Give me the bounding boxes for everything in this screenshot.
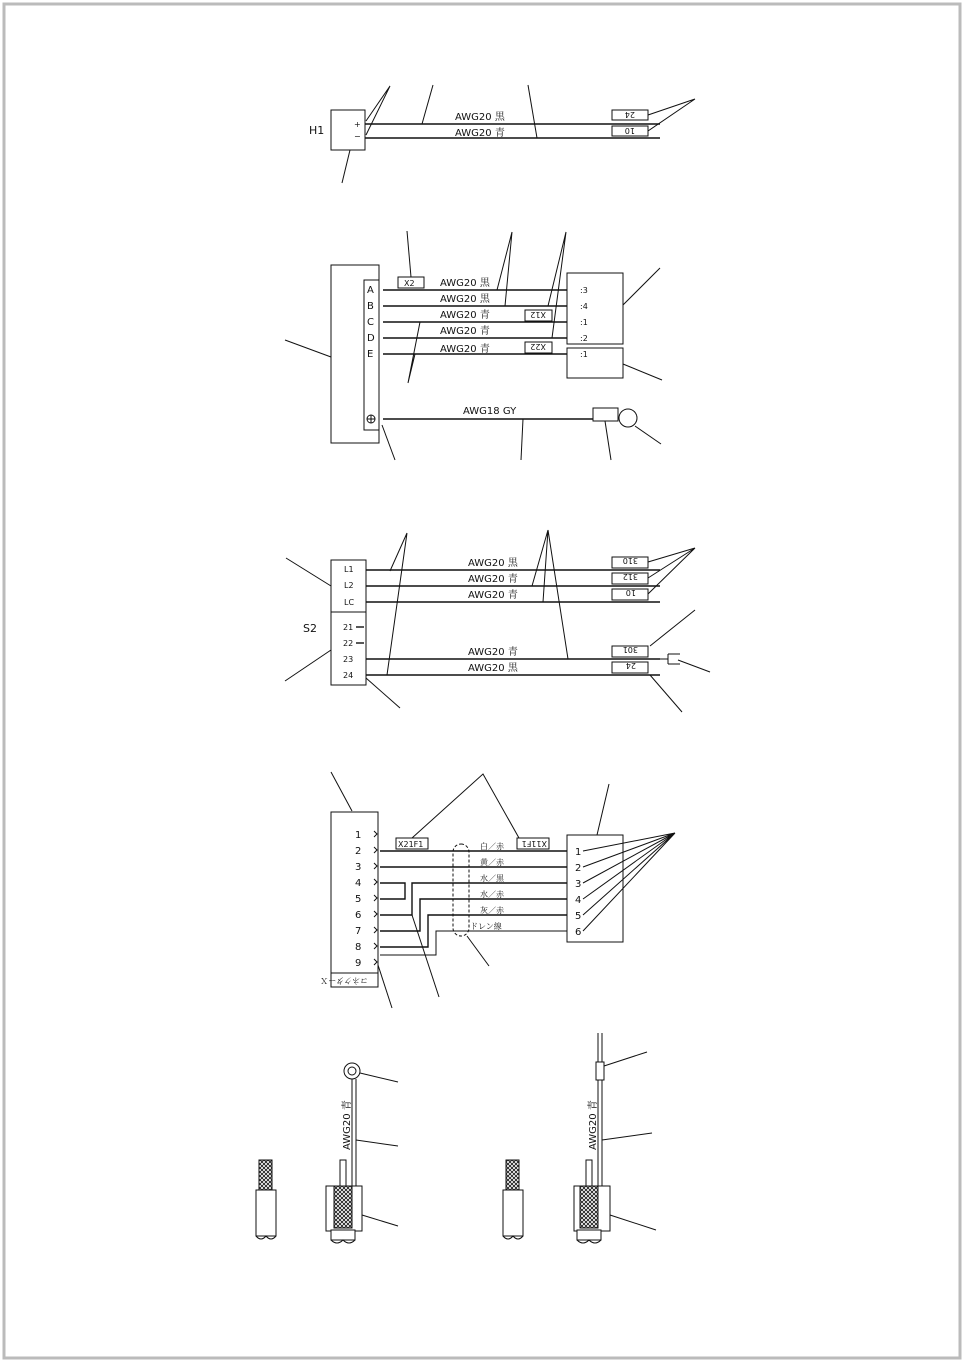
s2-term-22: 22	[343, 639, 354, 648]
tb-connector-x12: X12	[530, 310, 546, 319]
tb-wire-e: AWG20 青	[440, 344, 490, 355]
s2-wire-lc: AWG20 青	[468, 590, 518, 601]
s2-term-21: 21	[343, 623, 354, 632]
conn-wire-4: 水／赤	[480, 890, 504, 899]
tb-term-a: A	[367, 285, 374, 296]
tb-pin-upper-3: :1	[580, 318, 588, 327]
conn-pin-4: 4	[355, 878, 362, 889]
tb-connector-x2: X2	[404, 279, 415, 288]
conn-right-pin-4: 4	[575, 895, 582, 906]
conn-wire-6: ドレン線	[470, 922, 502, 931]
conn-pin-1: 1	[355, 830, 362, 841]
conn-wire-3: 水／黒	[480, 874, 504, 883]
conn-right-pin-5: 5	[575, 911, 582, 922]
tb-ground-wire: AWG18 GY	[463, 406, 517, 417]
h1-wire-1: AWG20 黒	[455, 112, 505, 123]
s2-term-l2: L2	[344, 581, 354, 590]
tb-wire-b: AWG20 黒	[440, 294, 490, 305]
h1-label: H1	[309, 124, 325, 137]
tb-wire-c: AWG20 青	[440, 310, 490, 321]
page-border	[4, 4, 960, 1358]
diagram-s2	[285, 530, 710, 712]
s2-term-lc: LC	[344, 598, 355, 607]
conn-wire-2: 黄／赤	[480, 858, 504, 867]
conn-pin-8: 8	[355, 942, 362, 953]
conn-right-pin-1: 1	[575, 847, 582, 858]
tb-term-d: D	[367, 333, 375, 344]
h1-tag-2: 10	[624, 126, 635, 135]
diagram-shield-ring	[256, 1063, 398, 1243]
tb-term-c: C	[367, 317, 374, 328]
conn-pin-9: 9	[355, 958, 362, 969]
s2-term-l1: L1	[344, 565, 354, 574]
tb-pin-upper-2: :4	[580, 302, 588, 311]
conn-x21f1: X21F1	[398, 840, 424, 849]
tb-connector-x22: X22	[530, 342, 546, 351]
diagram-terminal-block	[285, 231, 662, 460]
s2-wire-l1: AWG20 黒	[468, 558, 518, 569]
diagram-shield-sleeve	[503, 1033, 656, 1243]
conn-pin-6: 6	[355, 910, 362, 921]
conn-right-pin-2: 2	[575, 863, 582, 874]
s2-wire-23: AWG20 青	[468, 647, 518, 658]
tb-pin-lower-1: :1	[580, 350, 588, 359]
shield-sleeve-wire: AWG20 青	[588, 1100, 599, 1150]
conn-pin-5: 5	[355, 894, 362, 905]
s2-wire-l2: AWG20 青	[468, 574, 518, 585]
conn-pin-7: 7	[355, 926, 362, 937]
shield-ring-wire: AWG20 青	[342, 1100, 353, 1150]
tb-pin-upper-1: :3	[580, 286, 588, 295]
tb-term-e: E	[367, 349, 374, 360]
s2-tag-312: 312	[622, 572, 638, 581]
conn-pin-2: 2	[355, 846, 362, 857]
h1-plus: +	[354, 120, 361, 129]
diagram-connector	[320, 772, 675, 1008]
h1-wire-2: AWG20 青	[455, 128, 505, 139]
conn-wire-5: 灰／赤	[480, 906, 504, 915]
tb-wire-d: AWG20 青	[440, 326, 490, 337]
conn-x11f1: X11F1	[521, 839, 547, 848]
s2-tag-10: 10	[625, 588, 636, 597]
s2-wire-24: AWG20 黒	[468, 663, 518, 674]
conn-right-pin-3: 3	[575, 879, 582, 890]
diagram-h1	[309, 85, 695, 183]
h1-minus: −	[354, 132, 361, 141]
s2-label: S2	[303, 622, 317, 635]
s2-term-23: 23	[343, 655, 354, 664]
conn-model-label: コネクターＸ	[320, 976, 368, 985]
conn-wire-1: 白／赤	[480, 842, 504, 851]
conn-pin-3: 3	[355, 862, 362, 873]
tb-wire-a: AWG20 黒	[440, 278, 490, 289]
tb-pin-upper-4: :2	[580, 334, 588, 343]
s2-tag-24: 24	[625, 661, 636, 670]
tb-term-b: B	[367, 301, 374, 312]
s2-term-24: 24	[343, 671, 354, 680]
s2-tag-310: 310	[622, 556, 638, 565]
conn-right-pin-6: 6	[575, 927, 582, 938]
h1-tag-1: 24	[624, 110, 635, 119]
s2-tag-301: 301	[622, 645, 638, 654]
